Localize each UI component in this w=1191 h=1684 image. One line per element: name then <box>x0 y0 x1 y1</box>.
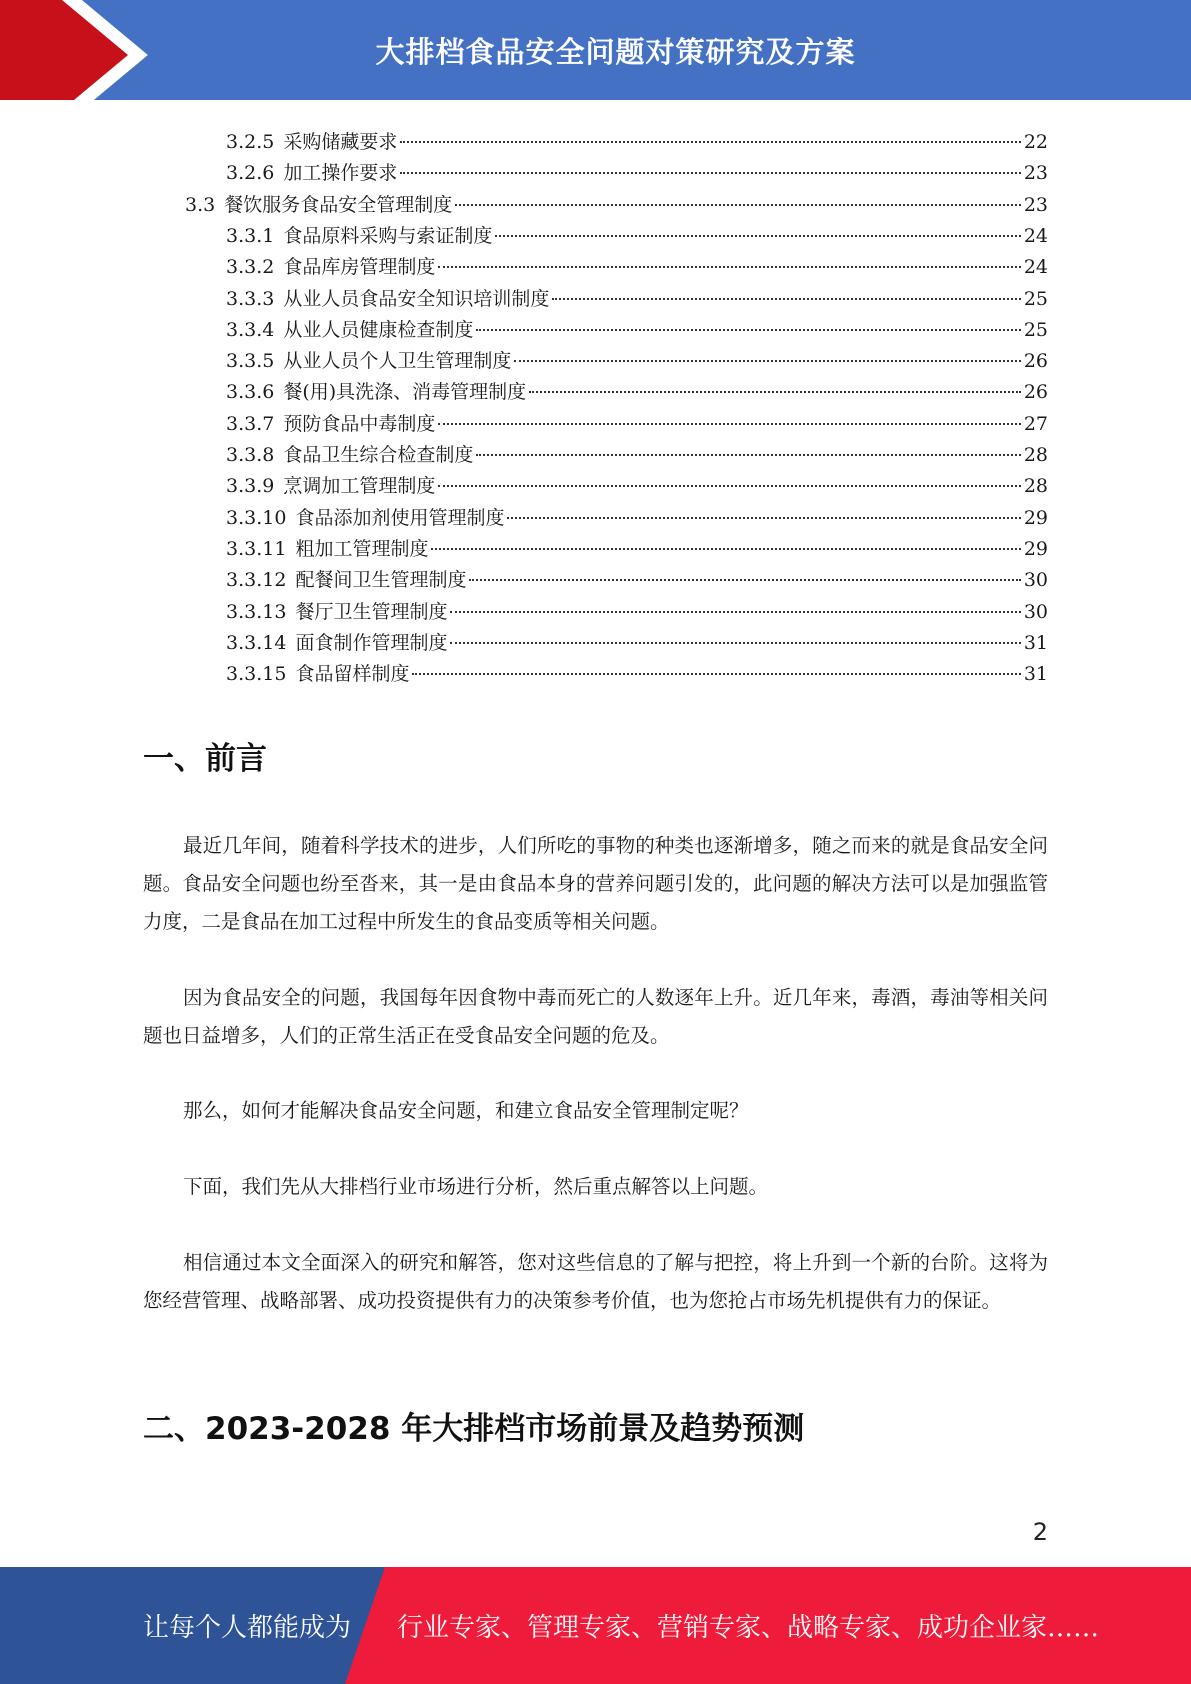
toc-page: 30 <box>1023 569 1048 592</box>
toc-number: 3.3 <box>185 193 216 216</box>
toc-number: 3.3.9 <box>226 475 275 498</box>
toc-number: 3.3.3 <box>226 287 275 310</box>
page-header <box>0 0 1191 110</box>
toc-page: 31 <box>1023 663 1048 686</box>
toc-page: 25 <box>1023 287 1048 310</box>
toc-page: 27 <box>1023 412 1048 435</box>
footer-slogan-right: 行业专家、管理专家、营销专家、战略专家、成功企业家…… <box>397 1613 1100 1643</box>
toc-leader-dots <box>438 266 1020 268</box>
toc-title: 食品添加剂使用管理制度 <box>295 506 505 529</box>
toc-page: 30 <box>1023 600 1048 623</box>
toc-title: 食品原料采购与索证制度 <box>283 224 493 247</box>
toc-entry[interactable] <box>226 534 1048 564</box>
toc-number: 3.3.13 <box>226 600 287 623</box>
toc-entry[interactable] <box>226 659 1048 689</box>
toc-title: 配餐间卫生管理制度 <box>295 569 467 592</box>
toc-entry[interactable] <box>226 346 1048 376</box>
toc-number: 3.3.10 <box>226 506 287 529</box>
toc-page: 26 <box>1023 350 1048 373</box>
toc-page: 26 <box>1023 381 1048 404</box>
toc-leader-dots <box>438 423 1020 425</box>
toc-entry[interactable] <box>226 628 1048 658</box>
toc-leader-dots <box>450 611 1020 613</box>
toc-page: 28 <box>1023 475 1048 498</box>
toc-number: 3.3.5 <box>226 350 275 373</box>
toc-number: 3.3.15 <box>226 663 287 686</box>
toc-leader-dots <box>529 391 1021 393</box>
toc-entry[interactable] <box>226 284 1048 314</box>
toc-leader-dots <box>455 204 1021 206</box>
toc-entry[interactable] <box>226 440 1048 470</box>
paragraph: 相信通过本文全面深入的研究和解答，您对这些信息的了解与把控，将上升到一个新的台阶。这将为您经营管理、战略部署、成功投资提供有力的决策参考价值，也为您抢占市场先机提供有力的保证。 <box>143 1251 1048 1312</box>
toc-leader-dots <box>400 172 1020 174</box>
toc-title: 食品库房管理制度 <box>283 256 436 279</box>
page-number: 2 <box>1032 1518 1048 1546</box>
toc-entry[interactable] <box>226 565 1048 595</box>
toc-page: 23 <box>1023 193 1048 216</box>
toc-leader-dots <box>514 360 1020 362</box>
toc-title: 采购储藏要求 <box>283 131 398 153</box>
toc-leader-dots <box>412 673 1020 675</box>
footer-slogan-left: 让每个人都能成为 <box>143 1613 352 1643</box>
toc-number: 3.3.6 <box>226 381 275 404</box>
toc-entry[interactable] <box>185 190 1048 220</box>
toc-number: 3.2.5 <box>226 131 275 153</box>
toc-page: 25 <box>1023 318 1048 341</box>
toc-leader-dots <box>400 141 1020 143</box>
toc-number: 3.2.6 <box>226 162 275 185</box>
toc-leader-dots <box>450 642 1020 644</box>
toc-number: 3.3.11 <box>226 537 287 560</box>
toc-page: 23 <box>1023 162 1048 185</box>
toc-title: 加工操作要求 <box>283 162 398 185</box>
toc-title: 从业人员健康检查制度 <box>283 318 474 341</box>
toc-entry[interactable] <box>226 127 1048 157</box>
toc-leader-dots <box>552 298 1020 300</box>
toc-title: 餐饮服务食品安全管理制度 <box>224 193 453 216</box>
toc-number: 3.3.7 <box>226 412 275 435</box>
toc-entry[interactable] <box>226 315 1048 345</box>
toc-page: 29 <box>1023 537 1048 560</box>
page-footer <box>0 1567 1191 1684</box>
section-heading-preface: 一、前言 <box>143 741 267 777</box>
section-heading-forecast: 二、2023-2028 年大排档市场前景及趋势预测 <box>143 1411 805 1447</box>
paragraph: 那么，如何才能解决食品安全问题，和建立食品安全管理制定呢？ <box>183 1099 749 1122</box>
paragraph: 因为食品安全的问题，我国每年因食物中毒而死亡的人数逐年上升。近几年来，毒酒，毒油等相关问题也日益增多，人们的正常生活正在受食品安全问题的危及。 <box>143 986 1048 1047</box>
toc-number: 3.3.1 <box>226 224 275 247</box>
toc-leader-dots <box>431 548 1020 550</box>
toc-title: 餐厅卫生管理制度 <box>295 600 448 623</box>
toc-entry[interactable] <box>226 597 1048 627</box>
toc-title: 食品留样制度 <box>295 663 410 686</box>
toc-entry[interactable] <box>226 377 1048 407</box>
toc-title: 预防食品中毒制度 <box>283 412 436 435</box>
toc-leader-dots <box>438 485 1020 487</box>
toc-number: 3.3.12 <box>226 569 287 592</box>
toc-entry[interactable] <box>226 503 1048 533</box>
toc-title: 从业人员食品安全知识培训制度 <box>283 287 550 310</box>
toc-leader-dots <box>476 329 1020 331</box>
toc-number: 3.3.8 <box>226 444 275 466</box>
toc-page: 24 <box>1023 256 1048 279</box>
toc-page: 29 <box>1023 506 1048 529</box>
toc-page: 31 <box>1023 631 1048 654</box>
toc-leader-dots <box>469 579 1020 581</box>
toc-number: 3.3.4 <box>226 318 275 341</box>
toc-number: 3.3.14 <box>226 631 287 654</box>
toc-leader-dots <box>495 235 1020 237</box>
toc-entry[interactable] <box>226 252 1048 282</box>
toc-entry[interactable] <box>226 158 1048 188</box>
toc-title: 从业人员个人卫生管理制度 <box>283 350 512 373</box>
toc-number: 3.3.2 <box>226 256 275 279</box>
toc-entry[interactable] <box>226 221 1048 251</box>
toc-title: 粗加工管理制度 <box>295 537 429 560</box>
toc-page: 22 <box>1023 131 1048 153</box>
paragraph: 下面，我们先从大排档行业市场进行分析，然后重点解答以上问题。 <box>183 1175 769 1198</box>
toc-entry[interactable] <box>226 471 1048 501</box>
paragraph: 最近几年间，随着科学技术的进步，人们所吃的事物的种类也逐渐增多，随之而来的就是食品安全问题。食品安全问题也纷至沓来，其一是由食品本身的营养问题引发的，此问题的解决方法可以是加强监管力度，二是食品在加工过程中所发生的食品变质等相关问题。 <box>143 834 1048 933</box>
toc-entry[interactable] <box>226 409 1048 439</box>
toc-page: 28 <box>1023 444 1048 466</box>
toc-title: 烹调加工管理制度 <box>283 475 436 498</box>
toc-leader-dots <box>507 517 1020 519</box>
header-title: 大排档食品安全问题对策研究及方案 <box>375 34 856 69</box>
toc-title: 餐(用)具洗涤、消毒管理制度 <box>283 381 527 404</box>
toc-title: 面食制作管理制度 <box>295 631 448 654</box>
toc-page: 24 <box>1023 224 1048 247</box>
toc-title: 食品卫生综合检查制度 <box>283 444 474 466</box>
toc-leader-dots <box>476 454 1020 456</box>
